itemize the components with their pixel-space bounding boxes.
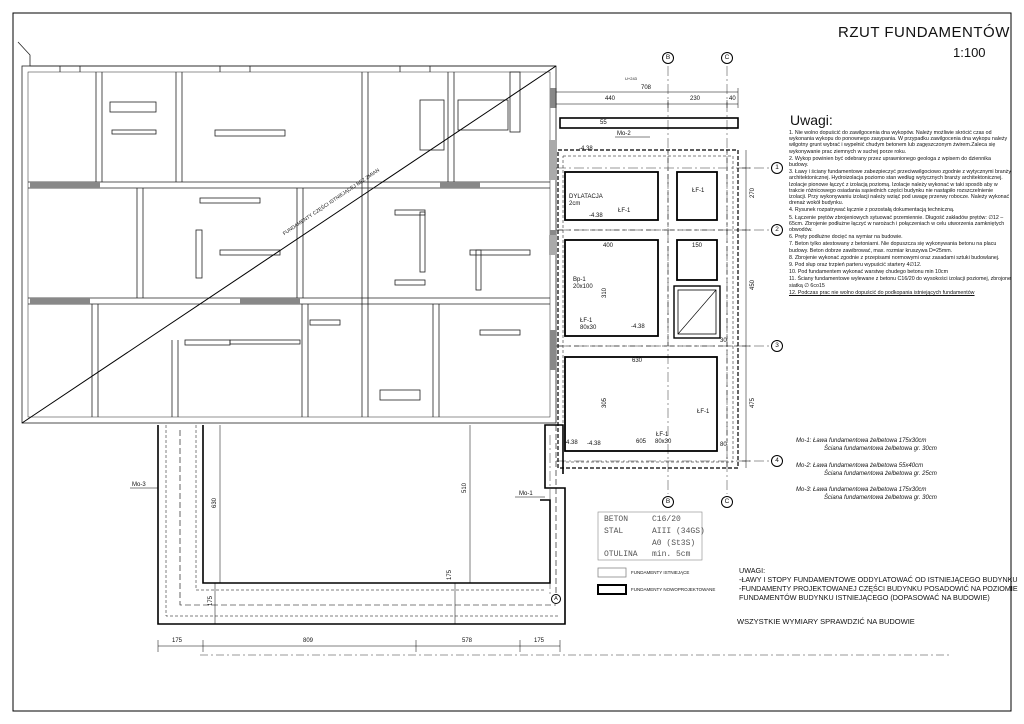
axis-bubble-top-b: B bbox=[662, 52, 674, 64]
mat-value: min. 5cm bbox=[652, 550, 691, 559]
axis-bubble-top-c: C bbox=[721, 52, 733, 64]
tf1-label: ŁF-1 bbox=[692, 188, 705, 194]
dim-55: 55 bbox=[600, 120, 607, 126]
mo3-label: Mo-3 bbox=[132, 482, 146, 488]
general-note-line: -FUNDAMENTY PROJEKTOWANEJ CZĘŚCI BUDYNKU POSADOWIĆ NA POZIOMIE bbox=[739, 584, 1018, 593]
check-note: WSZYSTKIE WYMIARY SPRAWDZIĆ NA BUDOWIE bbox=[737, 617, 915, 626]
existing-part-note: FUNDAMENTY CZĘŚCI ISTNIEJĄCEJ BEZ ZMIAN bbox=[282, 167, 381, 237]
mo3-definition bbox=[796, 486, 937, 502]
mo-line: Ława fundamentowa żelbetowa 175x30cm bbox=[813, 487, 927, 493]
dim-top-c: 40 bbox=[729, 96, 736, 102]
dim-bottom-809: 809 bbox=[303, 638, 314, 644]
note-item: 8. Zbrojenie wykonać zgodnie z przepisami normowymi oraz zasadami sztuki budowlanej. bbox=[789, 254, 1000, 261]
note-item: 4. Rysunek rozpatrywać łącznie z pozostałą dokumentacją techniczną. bbox=[789, 207, 955, 214]
level-mark: -4.38 bbox=[589, 213, 603, 219]
mat-value: A0 (St3S) bbox=[652, 539, 696, 548]
axis-bubble-bottom-b: B bbox=[662, 496, 674, 508]
mo2-label: Mo-2 bbox=[617, 131, 631, 137]
note-item: 6. Pręty podłużne docięć na wymiar na budowie. bbox=[789, 234, 903, 241]
axis-bubble-bottom-c: C bbox=[721, 496, 733, 508]
general-note-line: -ŁAWY I STOPY FUNDAMENTOWE ODDYLATOWAĆ OD ISTNIEJĄCEGO BUDYNKU bbox=[739, 575, 1018, 584]
mo-code: Mo-2: bbox=[796, 463, 812, 469]
mo-line: Ława fundamentowa żelbetowa 55x40cm bbox=[813, 463, 924, 469]
dim-top-a: 440 bbox=[605, 96, 616, 102]
dim-right-475: 475 bbox=[750, 397, 757, 409]
note-item: 2. Wykop powinien być odebrany przez uprawnionego geologa z wpisem do dziennika budowy. bbox=[789, 155, 991, 169]
dim-bottom-578: 578 bbox=[462, 638, 473, 644]
axis-bubble-row-4: 4 bbox=[771, 455, 783, 467]
mo-code: Mo-3: bbox=[796, 487, 812, 493]
mo-line: Ściana fundamentowa żelbetowa gr. 30cm bbox=[824, 495, 937, 501]
mat-value: AIII (34GS) bbox=[652, 527, 705, 536]
notes-list bbox=[789, 130, 1011, 297]
legend-existing-swatch bbox=[598, 568, 626, 577]
dim-630: 630 bbox=[632, 358, 643, 364]
general-notes-heading: UWAGI: bbox=[739, 566, 766, 575]
note-item: 5. Łączenie prętów zbrojeniowych sytuować przemiennie. Długość zakładów prętów: ∅12 – 65cm. Zbrojenie podłużne łączyć w narożach i połączeniach w celu utworzenia zamkniętych obwodów. bbox=[789, 214, 1005, 234]
dim-400: 400 bbox=[603, 243, 614, 249]
level-mark: -4.38 bbox=[564, 440, 578, 446]
legend-new-swatch bbox=[598, 585, 626, 594]
drawing-title: RZUT FUNDAMENTÓW bbox=[838, 24, 1010, 41]
sheet-border bbox=[13, 13, 1011, 711]
level-mark: -4.38 bbox=[631, 324, 645, 330]
tf1-label: ŁF-1 bbox=[697, 409, 710, 415]
note-item: 10. Pod fundamentem wykonać warstwę chudego betonu min 10cm bbox=[789, 269, 948, 276]
dim-right-450: 450 bbox=[750, 279, 757, 291]
axis-bubble-row-1: 1 bbox=[771, 162, 783, 174]
dim-175: 175 bbox=[208, 595, 215, 607]
mat-label: BETON bbox=[604, 515, 629, 524]
mat-label: OTULINA bbox=[604, 550, 638, 559]
note-item: 1. Nie wolno dopuścić do zawilgocenia dna wykopów. Należy możliwie skrócić czas od wykonania wykopu do ponownego zasypania. W przypadku zawilgocenia dna wykopu należy wilgotny grunt wybrać i wypełnić chudym betonem lub zagęszczonym żwirem.Zaleca się wykonywanie prac ziemnych w suchej porze roku. bbox=[789, 130, 1008, 155]
notes-heading: Uwagi: bbox=[790, 112, 833, 128]
dim-30: 30 bbox=[720, 338, 727, 344]
dim-bottom-175a: 175 bbox=[172, 638, 183, 644]
mo1-label: Mo-1 bbox=[519, 491, 533, 497]
mo-line: Ściana fundamentowa żelbetowa gr. 25cm bbox=[824, 471, 937, 477]
axis-bubble-row-3: 3 bbox=[771, 340, 783, 352]
dim-310: 310 bbox=[602, 287, 609, 299]
new-foundation-annex bbox=[158, 425, 565, 624]
drawing-scale: 1:100 bbox=[953, 45, 986, 60]
new-foundation-block bbox=[549, 118, 738, 468]
level-mark: -4.38 bbox=[587, 441, 601, 447]
mat-value: C16/20 bbox=[652, 515, 681, 524]
mo1-definition bbox=[796, 437, 937, 453]
dim-top-b: 230 bbox=[690, 96, 701, 102]
general-notes bbox=[739, 566, 1018, 602]
legend-existing-label: FUNDAMENTY ISTNIEJĄCE bbox=[631, 570, 690, 575]
legend-new-label: FUNDAMENTY NOWOPROJEKTOWANE bbox=[631, 587, 716, 592]
note-item: 11. Ściany fundamentowe wylewane z betonu C16/20 do wysokości izolacji poziomej, zbrojone siatką ∅ 6co15 bbox=[789, 276, 1011, 289]
axis-bubble-a: A bbox=[551, 594, 561, 604]
dim-left-510: 510 bbox=[462, 482, 469, 494]
tf1-label: ŁF-1 bbox=[580, 318, 593, 324]
dim-175: 175 bbox=[447, 569, 454, 581]
tf1-label: ŁF-1 bbox=[618, 208, 631, 214]
note-item: 9. Pod słup oraz trzpień parteru wypuścić startery 4∅12. bbox=[789, 262, 922, 269]
dim-bottom-175b: 175 bbox=[534, 638, 545, 644]
axis-bubble-row-2: 2 bbox=[771, 224, 783, 236]
mo2-definition bbox=[796, 462, 937, 478]
dim-150: 150 bbox=[692, 243, 703, 249]
bp1-size: 20x100 bbox=[573, 284, 593, 290]
mat-label: STAL bbox=[604, 527, 624, 536]
note-item: 3. Ławy i ściany fundamentowe zabezpieczyć przeciwwilgociowo zgodnie z wytycznymi branży architektonicznej. Hydroizolacja poziomo stan według wytycznych branży architektonicznej. Izolacje pionowe łączyć z izolacją poziomą. Izolacje należy wykonać w taki sposób aby w trakcie różnicowego osiadania sąsiednich części budynku nie nastąpiło rozszczelnienie izolacji. Przy wykonywaniu izolacji należy wziąć pod uwagę przerwy robocze. Należy wykonać drenaż wokół budynku. bbox=[789, 169, 1011, 207]
level-mark: -4.38 bbox=[579, 146, 593, 152]
bp1-label: Bp-1 bbox=[573, 277, 586, 283]
dim-right-270: 270 bbox=[750, 187, 757, 199]
dim-top-total: 708 bbox=[641, 85, 652, 91]
tf1-size: 80x30 bbox=[580, 325, 597, 331]
dim-305: 305 bbox=[602, 397, 609, 409]
general-note-line: FUNDAMENTÓW BUDYNKU ISTNIEJĄCEGO (DOPASOWAĆ NA BUDOWIE) bbox=[739, 593, 990, 602]
note-item: 7. Beton tylko atestowany z betoniarni. Nie dopuszcza się wykonywania betonu na placu budowy. Beton dobrze zawibrować, max. rozmiar kruszywa D=25mm. bbox=[789, 241, 997, 254]
dim-80: 80 bbox=[720, 442, 727, 448]
mo-code: Mo-1: bbox=[796, 438, 812, 444]
tf1-size: 80x30 bbox=[655, 439, 672, 445]
dim-left-630: 630 bbox=[212, 497, 219, 509]
note-item: 12. Podczas prac nie wolno dopuścić do podkopania istniejących fundamentów bbox=[789, 289, 975, 296]
mo-line: Ściana fundamentowa żelbetowa gr. 30cm bbox=[824, 446, 937, 452]
dylatacja-label: DYLATACJA bbox=[569, 194, 603, 200]
tf1-label: ŁF-1 bbox=[656, 432, 669, 438]
dylatacja-gap: 2cm bbox=[569, 201, 581, 207]
dim-605: 605 bbox=[636, 439, 647, 445]
small-mark: U+243 bbox=[625, 76, 637, 81]
mo-line: Ława fundamentowa żelbetowa 175x30cm bbox=[813, 438, 927, 444]
